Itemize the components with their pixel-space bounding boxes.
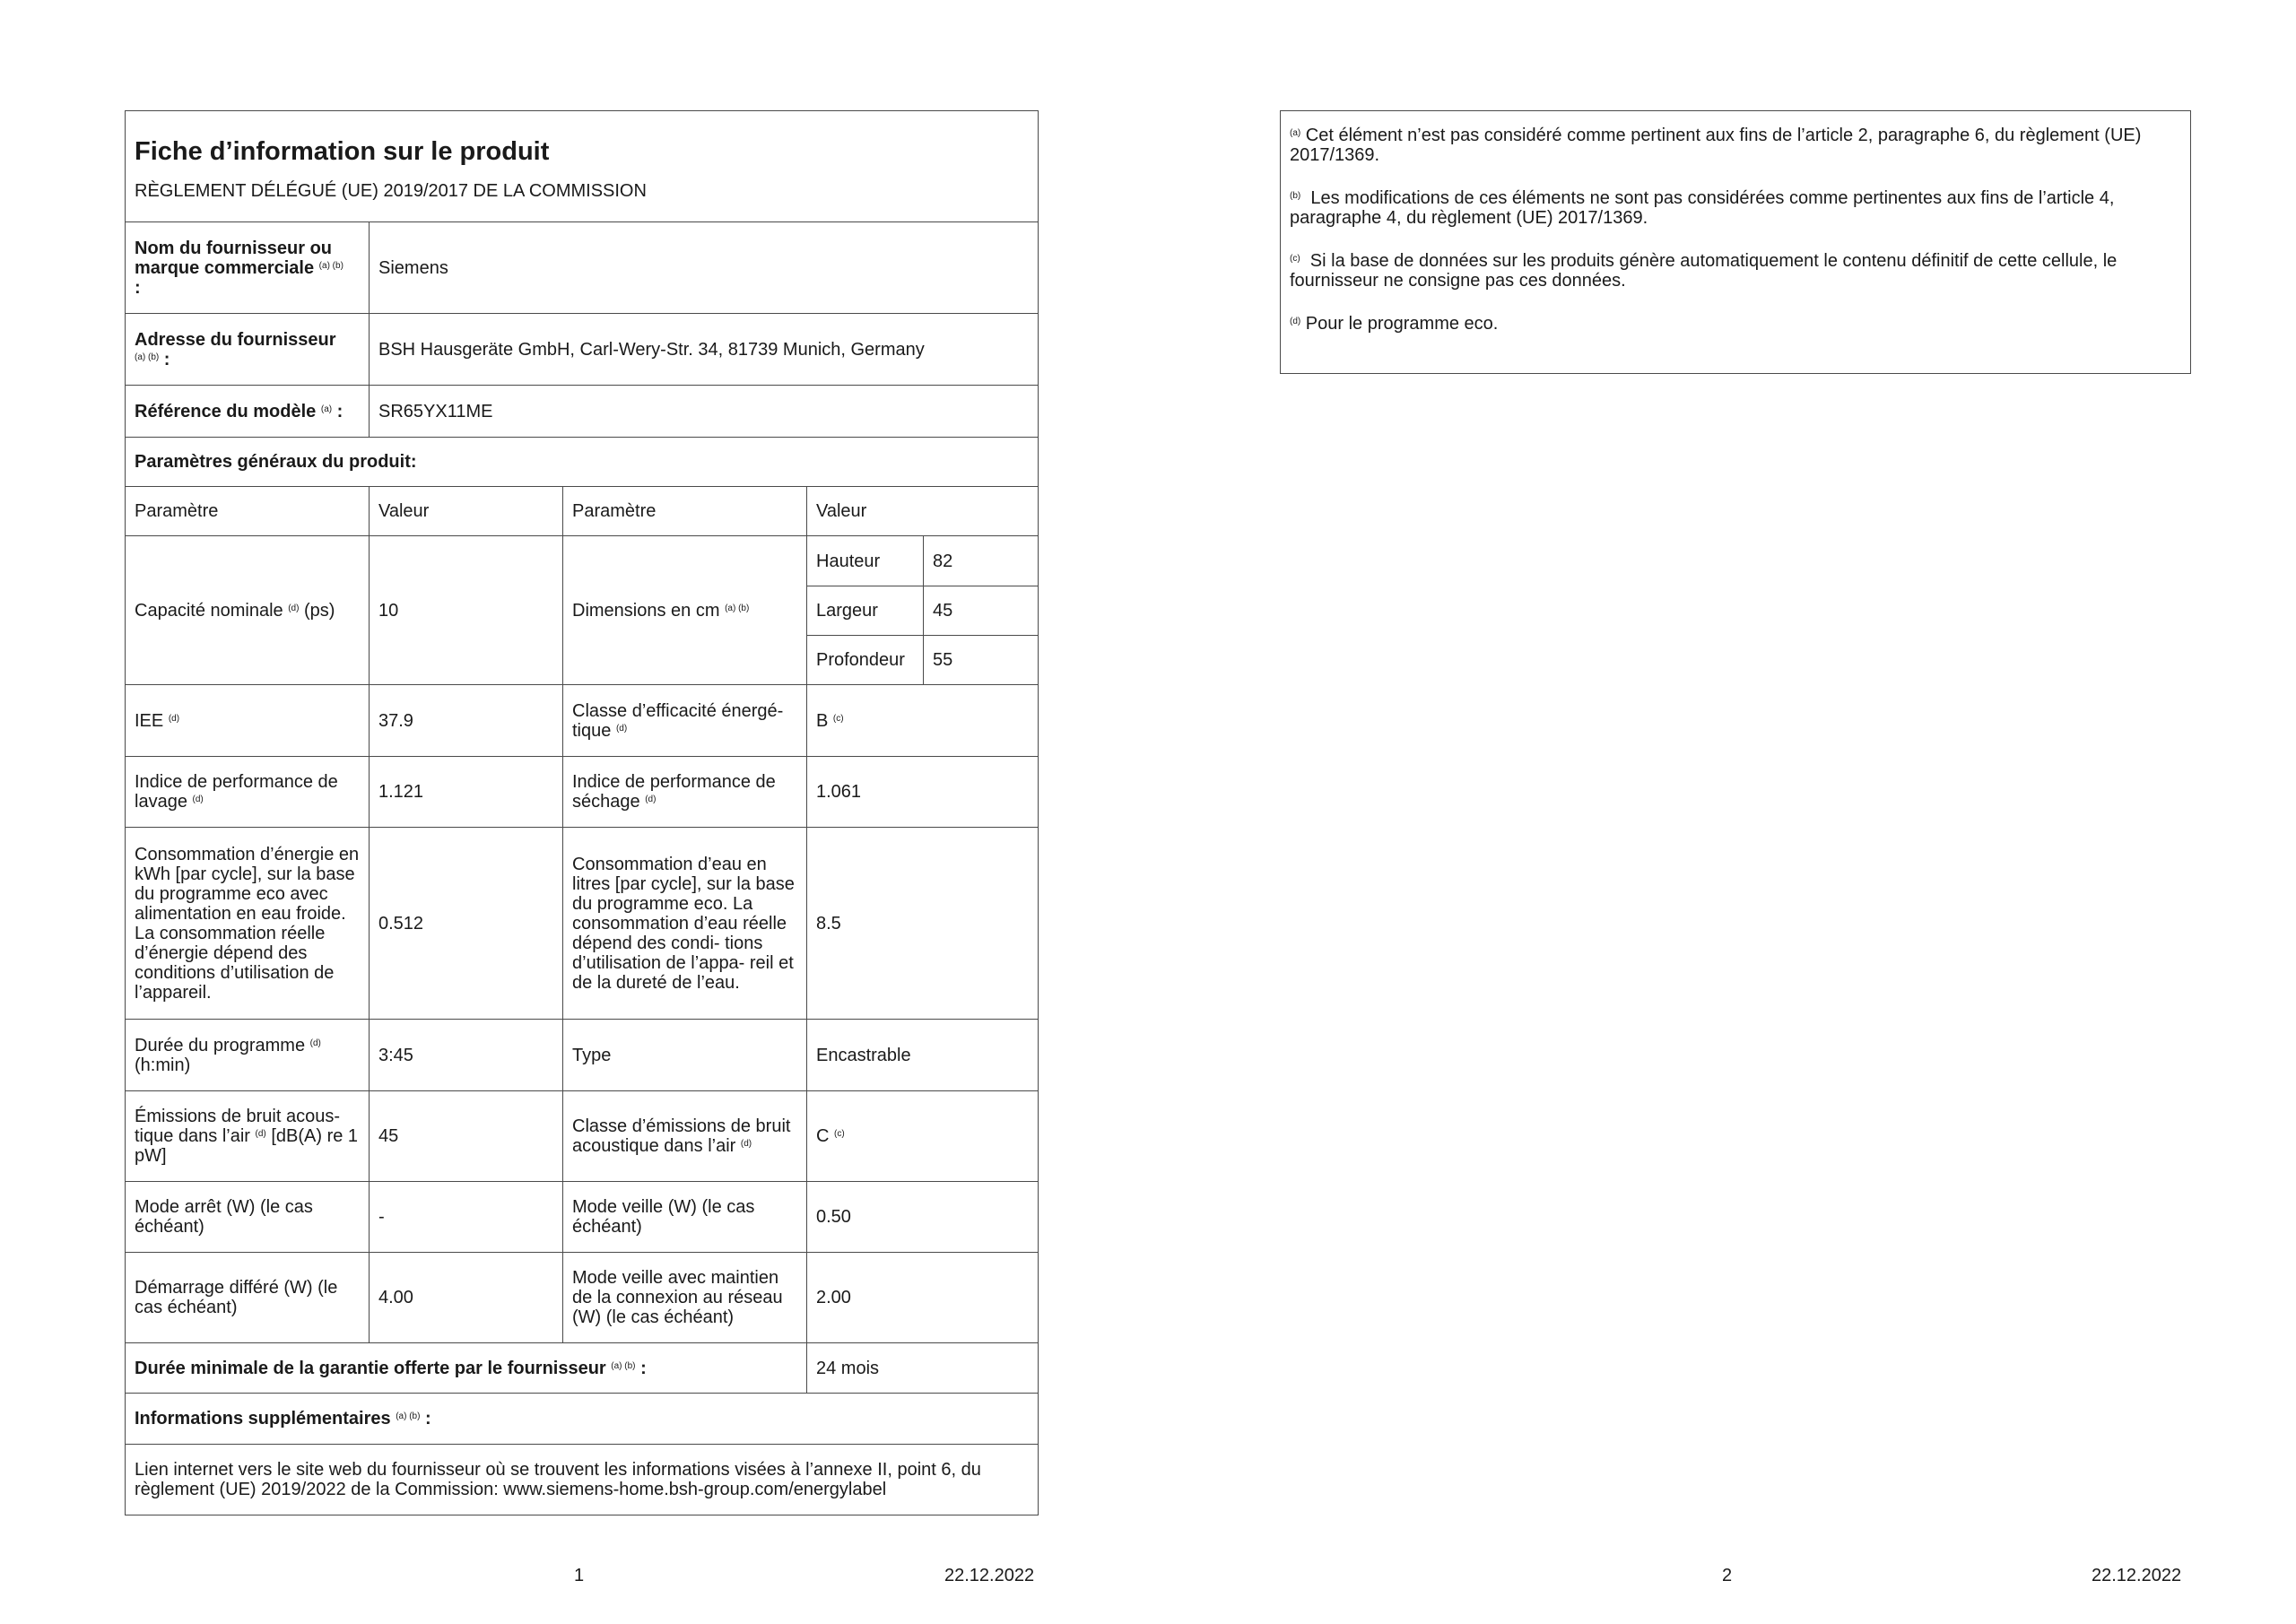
page-number: 2 [1722,1566,1733,1585]
footnote-c: $^{(c)}$ Si la base de données sur les produits génère automatiquement le contenu définitif de cette cellule, le fournisseur ne consigne pas ces données. [1290,251,2118,291]
footnotes-box [1280,110,2191,374]
height-value: 82 [924,536,1039,586]
depth-label: Profondeur [807,636,924,685]
model-value: SR65YX11ME [370,386,1039,438]
supplier-link-text: Lien internet vers le site web du fournisseur où se trouvent les informations visées à l’annexe II, point 6, du règlement (UE) 2019/2022 de la Commission: www.siemens-home.bsh-group.com/energylabel [126,1445,1039,1515]
supplier-name-label: Nom du fournisseur ou marque commerciale $^{(a) (b)}$ : [126,222,370,314]
water-consumption-value: 8.5 [807,828,1039,1020]
general-params-heading: Paramètres généraux du produit: [126,438,1039,487]
height-label: Hauteur [807,536,924,586]
general-params-row [126,438,1039,487]
page-number: 1 [574,1566,585,1585]
width-label: Largeur [807,586,924,636]
page-date: 22.12.2022 [944,1566,1035,1585]
iee-label: IEE $^{(d)}$ [126,685,370,757]
networked-standby-value: 2.00 [807,1253,1039,1343]
delay-start-value: 4.00 [370,1253,563,1343]
column-header-row [126,487,1039,536]
off-mode-row [126,1182,1039,1253]
capacity-label: Capacité nominale $^{(d)}$ (ps) [126,536,370,685]
delay-start-label: Démarrage différé (W) (le cas échéant) [126,1253,370,1343]
standby-label: Mode veille (W) (le cas échéant) [563,1182,807,1253]
width-value: 45 [924,586,1039,636]
additional-info-row [126,1394,1039,1445]
col-param-2: Paramètre [563,487,807,536]
noise-row [126,1091,1039,1182]
footnote-d: $^{(d)}$ Pour le programme eco. [1290,314,1499,334]
duration-label: Durée du programme $^{(d)}$ (h:min) [126,1020,370,1091]
dry-perf-label: Indice de performance de séchage $^{(d)}$ [563,757,807,828]
duration-row [126,1020,1039,1091]
model-label: Référence du modèle $^{(a)}$ : [126,386,370,438]
supplier-address-value: BSH Hausgeräte GmbH, Carl-Wery-Str. 34, 81739 Munich, Germany [370,314,1039,386]
off-mode-label: Mode arrêt (W) (le cas échéant) [126,1182,370,1253]
noise-value: 45 [370,1091,563,1182]
iee-value: 37.9 [370,685,563,757]
col-value-2: Valeur [807,487,1039,536]
energy-class-value: B $^{(c)}$ [807,685,1039,757]
capacity-value: 10 [370,536,563,685]
footnote-b: $^{(b)}$ Les modifications de ces éléments ne sont pas considérées comme pertinentes aux fins de l’article 4, paragraphe 4, du règlement (UE) 2017/1369. [1290,188,2115,228]
networked-standby-label: Mode veille avec maintien de la connexion au réseau (W) (le cas échéant) [563,1253,807,1343]
capacity-row [126,536,1039,586]
warranty-label: Durée minimale de la garantie offerte par le fournisseur $^{(a) (b)}$ : [126,1343,807,1394]
consumption-row [126,828,1039,1020]
noise-label: Émissions de bruit acous- tique dans l’air $^{(d)}$ [dB(A) re 1 pW] [126,1091,370,1182]
supplier-address-label: Adresse du fournisseur $^{(a) (b)}$ : [126,314,370,386]
col-param-1: Paramètre [126,487,370,536]
warranty-row [126,1343,1039,1394]
header-row [126,111,1039,222]
additional-info-label: Informations supplémentaires $^{(a) (b)}$ : [126,1394,1039,1445]
dimensions-label: Dimensions en cm $^{(a) (b)}$ [563,536,807,685]
type-label: Type [563,1020,807,1091]
noise-class-label: Classe d’émissions de bruit acoustique dans l’air $^{(d)}$ [563,1091,807,1182]
performance-row [126,757,1039,828]
wash-perf-value: 1.121 [370,757,563,828]
standby-value: 0.50 [807,1182,1039,1253]
depth-value: 55 [924,636,1039,685]
warranty-value: 24 mois [807,1343,1039,1394]
supplier-address-row [126,314,1039,386]
energy-class-label: Classe d’efficacité énergé- tique $^{(d)}$ [563,685,807,757]
duration-value: 3:45 [370,1020,563,1091]
product-information-sheet [125,110,1039,1515]
link-row [126,1445,1039,1515]
regulation-reference: RÈGLEMENT DÉLÉGUÉ (UE) 2019/2017 DE LA COMMISSION [135,180,647,201]
iee-row [126,685,1039,757]
col-value-1: Valeur [370,487,563,536]
off-mode-value: - [370,1182,563,1253]
header-cell [126,111,1039,222]
footnote-a: $^{(a)}$ Cet élément n’est pas considéré comme pertinent aux fins de l’article 2, paragraphe 6, du règlement (UE) 2017/1369. [1290,126,2142,165]
type-value: Encastrable [807,1020,1039,1091]
water-consumption-label: Consommation d’eau en litres [par cycle], sur la base du programme eco. La consommation d’eau réelle dépend des condi- tions d’utilisation de l’appa- reil et de la dureté de l’eau. [563,828,807,1020]
model-row [126,386,1039,438]
energy-consumption-value: 0.512 [370,828,563,1020]
dry-perf-value: 1.061 [807,757,1039,828]
wash-perf-label: Indice de performance de lavage $^{(d)}$ [126,757,370,828]
page-2 [1148,0,2296,1624]
sheet-title: Fiche d’information sur le produit [135,136,550,166]
noise-class-value: C $^{(c)}$ [807,1091,1039,1182]
energy-consumption-label: Consommation d’énergie en kWh [par cycle], sur la base du programme eco avec alimentation en eau froide. La consommation réelle d’énergie dépend des conditions d’utilisation de l’appareil. [126,828,370,1020]
delay-start-row [126,1253,1039,1343]
page-date: 22.12.2022 [2092,1566,2182,1585]
supplier-name-value: Siemens [370,222,1039,314]
supplier-name-row [126,222,1039,314]
